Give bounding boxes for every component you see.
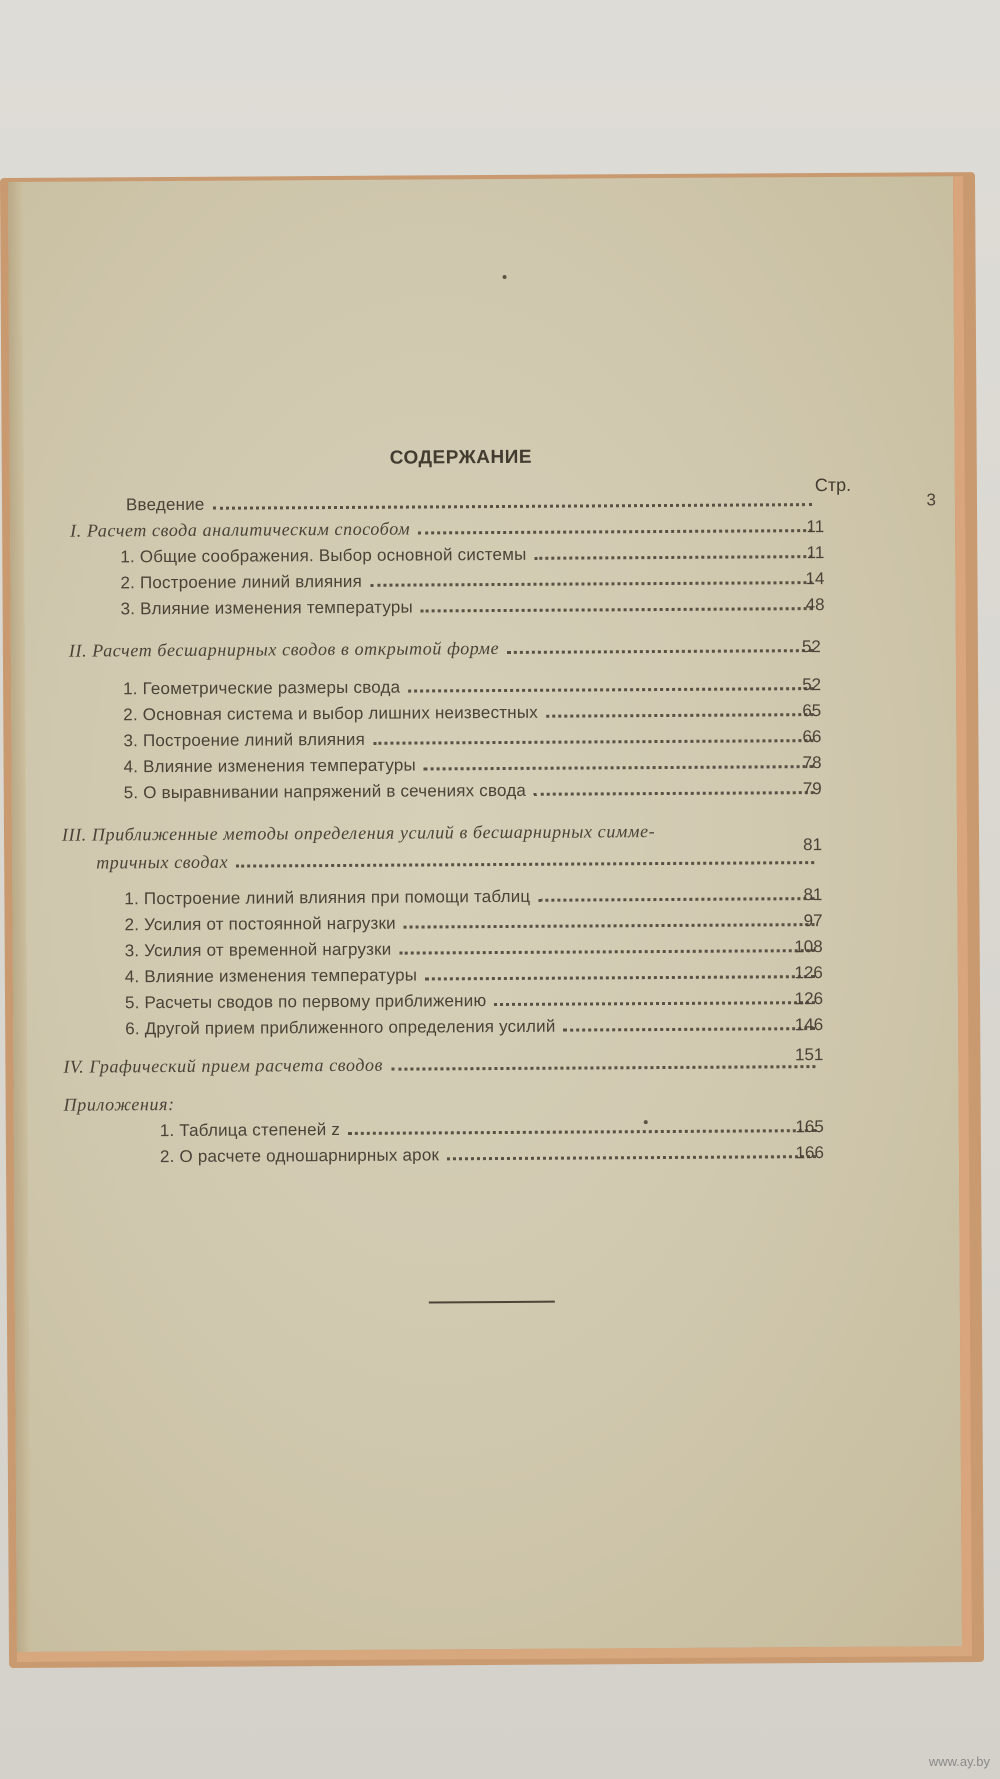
toc-entry-text: 5. О выравнивании напряжений в сечениях свода xyxy=(123,780,527,803)
toc-entry xyxy=(120,565,825,593)
toc-entry-text: тричных сводах xyxy=(96,851,229,873)
toc-entry-page: 11 xyxy=(806,543,825,563)
dot-leader xyxy=(370,581,812,587)
toc-chapter xyxy=(63,1045,824,1078)
toc-entry-page: 52 xyxy=(801,637,821,657)
toc-entry xyxy=(124,775,822,803)
toc-entry-text: 2. Основная система и выбор лишних неизвестных xyxy=(123,702,539,725)
toc-entry xyxy=(120,539,825,567)
toc-entry-page: 151 xyxy=(794,1045,824,1065)
toc-chapter xyxy=(62,817,822,846)
toc-entry-text: 4. Влияние изменения температуры xyxy=(124,965,418,987)
toc-entry-page: 48 xyxy=(805,595,825,615)
table-of-contents xyxy=(8,176,962,1652)
toc-entry-page: 126 xyxy=(794,963,823,983)
toc-entry xyxy=(123,723,821,751)
toc-appendix-heading xyxy=(64,1087,824,1116)
dot-leader xyxy=(538,897,814,902)
toc-entry-page: 65 xyxy=(802,701,822,721)
toc-entry-text: 3. Построение линий влияния xyxy=(123,729,366,751)
toc-entry-text: Введение xyxy=(125,494,205,515)
toc-entry-page: 81 xyxy=(803,835,823,855)
dot-leader xyxy=(546,713,813,718)
toc-entry-page: 108 xyxy=(794,937,823,957)
dot-leader xyxy=(535,555,813,560)
toc-entry-page: 11 xyxy=(806,517,825,537)
dot-leader xyxy=(236,861,814,868)
toc-entry xyxy=(123,749,821,777)
toc-entry-text: II. Расчет бесшарнирных сводов в открытой форме xyxy=(68,638,500,661)
toc-entry xyxy=(123,697,821,725)
dot-leader xyxy=(534,791,814,796)
dot-leader xyxy=(391,1065,815,1071)
toc-entry xyxy=(123,671,821,699)
toc-entry-page: 3 xyxy=(926,490,937,510)
toc-entry-text: 2. Построение линий влияния xyxy=(120,571,363,593)
dot-leader xyxy=(373,739,813,745)
dot-leader xyxy=(399,949,814,955)
dot-leader xyxy=(447,1155,816,1160)
toc-entry-page: 66 xyxy=(802,727,822,747)
toc-entry-page: 78 xyxy=(802,753,822,773)
page-column-label: Стр. xyxy=(814,474,852,496)
toc-entry-page: 97 xyxy=(803,911,823,931)
dot-leader xyxy=(348,1129,816,1135)
dot-leader xyxy=(408,687,813,692)
toc-entry-text: 2. О расчете одношарнирных арок xyxy=(159,1145,440,1167)
toc-entry-text: III. Приближенные методы определения усилий в бесшарнирных симме- xyxy=(61,821,656,845)
dot-leader xyxy=(424,765,814,770)
toc-entry-text: 6. Другой прием приближенного определения усилий xyxy=(125,1016,556,1039)
toc-title: СОДЕРЖАНИЕ xyxy=(389,446,533,469)
toc-entry-page: 79 xyxy=(802,779,822,799)
toc-entry-text: 1. Общие соображения. Выбор основной системы xyxy=(120,544,527,567)
toc-entry-text: 2. Усилия от постоянной нагрузки xyxy=(124,913,396,935)
toc-entry-page: 14 xyxy=(805,569,825,589)
toc-chapter xyxy=(69,633,821,662)
toc-entry xyxy=(124,907,822,935)
toc-entry-text: 3. Усилия от временной нагрузки xyxy=(124,939,392,961)
dot-leader xyxy=(564,1027,816,1032)
end-rule xyxy=(429,1301,555,1304)
dot-leader xyxy=(404,923,815,929)
dot-leader xyxy=(507,649,813,654)
toc-entry-page: 146 xyxy=(794,1015,824,1035)
book-page xyxy=(8,176,972,1662)
dot-leader xyxy=(494,1001,815,1006)
toc-entry xyxy=(125,933,823,961)
toc-entry-page: 126 xyxy=(794,989,824,1009)
toc-entry-text: 1. Таблица степеней z xyxy=(159,1119,341,1141)
dot-leader xyxy=(418,529,812,534)
dot-leader xyxy=(213,503,812,510)
toc-entry-text: 5. Расчеты сводов по первому приближению xyxy=(124,991,487,1013)
site-watermark: www.ay.by xyxy=(928,1754,990,1769)
toc-entry xyxy=(125,487,937,515)
toc-entry xyxy=(160,1113,824,1141)
toc-entry-page: 166 xyxy=(795,1143,825,1163)
toc-entry-text: 4. Влияние изменения температуры xyxy=(123,755,416,777)
toc-entry-text: I. Расчет свода аналитическим способом xyxy=(70,518,411,541)
dot-leader xyxy=(421,607,813,612)
toc-entry xyxy=(120,591,825,619)
toc-chapter xyxy=(96,835,823,873)
toc-chapter xyxy=(70,513,825,542)
toc-entry xyxy=(125,1011,823,1039)
toc-entry-text: Приложения: xyxy=(63,1093,175,1115)
toc-entry-text: 1. Геометрические размеры свода xyxy=(123,677,401,699)
toc-entry xyxy=(125,959,823,987)
toc-entry-text: IV. Графический прием расчета сводов xyxy=(63,1054,384,1077)
toc-entry xyxy=(160,1139,824,1167)
toc-entry-text: 3. Влияние изменения температуры xyxy=(120,597,413,619)
toc-entry-page: 165 xyxy=(795,1117,824,1137)
dot-leader xyxy=(425,975,815,980)
toc-entry xyxy=(125,985,823,1013)
toc-entry-text: 1. Построение линий влияния при помощи таблиц xyxy=(124,886,531,909)
toc-entry-page: 81 xyxy=(803,885,823,905)
toc-entry xyxy=(124,881,822,909)
toc-entry-page: 52 xyxy=(802,675,822,695)
